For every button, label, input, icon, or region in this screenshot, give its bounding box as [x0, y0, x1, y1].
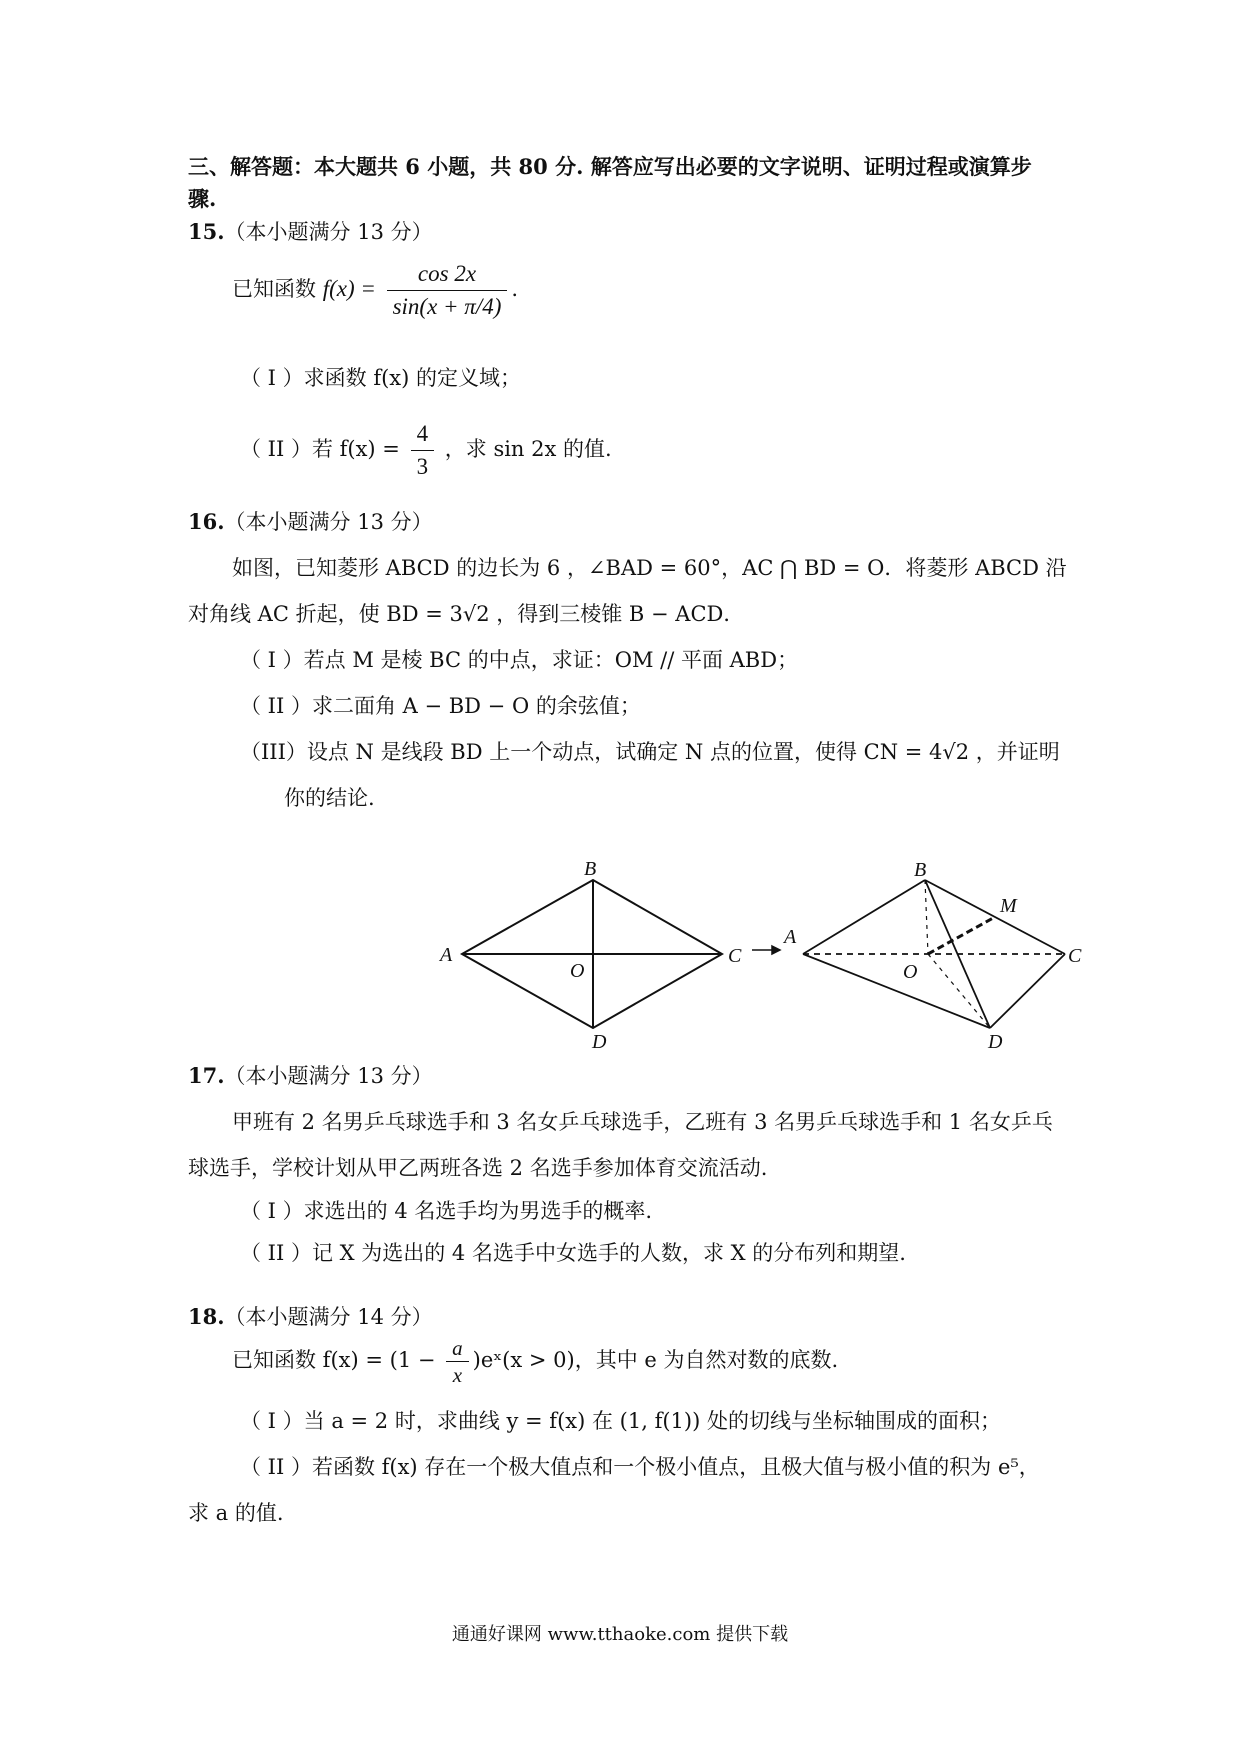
- q17-header: [188, 1061, 433, 1091]
- q18-points: （本小题满分 14 分）: [224, 1305, 433, 1329]
- q18-number: 18.: [188, 1304, 225, 1329]
- q17-text-line1: 甲班有 2 名男乒乓球选手和 3 名女乒乓球选手，乙班有 3 名男乒乓球选手和 1 名女乒乓: [232, 1110, 1053, 1134]
- label-c2: C: [1068, 945, 1082, 967]
- segment-bo-hidden: [925, 880, 928, 954]
- q17-part2: （ II ）记 X 为选出的 4 名选手中女选手的人数，求 X 的分布列和期望.: [240, 1241, 906, 1265]
- q18-part1: （ I ）当 a = 2 时，求曲线 y = f(x) 在 (1, f(1)) 处的切线与坐标轴围成的面积；: [240, 1409, 1001, 1433]
- q16-text-line1: 如图，已知菱形 ABCD 的边长为 6 ，∠BAD = 60°，AC ⋂ BD = O．将菱形 ABCD 沿: [232, 556, 1067, 580]
- q15-part2-prefix: （ II ）若 f(x) =: [240, 437, 400, 461]
- label-a1: A: [440, 944, 453, 966]
- q18-part2-line1: （ II ）若函数 f(x) 存在一个极大值点和一个极小值点，且极大值与极小值的积为 e⁵，: [240, 1455, 1040, 1479]
- q16-points: （本小题满分 13 分）: [224, 510, 433, 534]
- q18-intro-tail: )eˣ(x > 0)，其中 e 为自然对数的底数.: [472, 1348, 839, 1372]
- section-heading-line1: 三、解答题：本大题共 6 小题，共 80 分. 解答应写出必要的文字说明、证明过程或演算步: [188, 154, 1032, 179]
- label-d2: D: [988, 1031, 1003, 1053]
- q18-function-definition: [232, 1335, 838, 1388]
- label-o2: O: [903, 961, 918, 983]
- q15-func-lhs: f(x) =: [322, 276, 376, 301]
- q15-intro: 已知函数: [232, 277, 316, 301]
- q16-part3-line1: （III）设点 N 是线段 BD 上一个动点，试确定 N 点的位置，使得 CN = 4√2 ，并证明: [240, 740, 1060, 764]
- pyramid-figure: [803, 880, 1065, 1028]
- q15-points: （本小题满分 13 分）: [224, 220, 433, 244]
- label-b1: B: [584, 858, 597, 880]
- q16-number: 16.: [188, 509, 225, 534]
- q18-fraction: [446, 1335, 469, 1388]
- q18-frac-den: x: [452, 1363, 463, 1387]
- q16-text-line2: 对角线 AC 折起，使 BD = 3√2 ，得到三棱锥 B − ACD．: [188, 602, 745, 626]
- segment-od-hidden: [928, 954, 990, 1028]
- edge-cd: [990, 954, 1065, 1028]
- q15-denominator: sin(x + π/4): [392, 294, 502, 319]
- q16-part1: （ I ）若点 M 是棱 BC 的中点，求证：OM // 平面 ABD；: [240, 648, 799, 672]
- section-heading-line2: 骤.: [188, 186, 217, 211]
- label-o1: O: [570, 960, 585, 982]
- footer-source: 通通好课网 www.tthaoke.com 提供下载: [451, 1624, 789, 1645]
- label-d1: D: [592, 1031, 607, 1053]
- edge-ab: [803, 880, 925, 954]
- q15-part2-den: 3: [416, 454, 429, 479]
- q18-part2-line2: 求 a 的值.: [188, 1501, 284, 1525]
- q17-number: 17.: [188, 1063, 225, 1088]
- q15-function-definition: 已知函数 f(x) = $\frac{\cos 2x}{\sin(x + \pi/4)}$ .: [232, 258, 518, 323]
- label-a2: A: [784, 926, 797, 948]
- q15-number: 15.: [188, 219, 225, 244]
- q17-part1: （ I ）求选出的 4 名选手均为男选手的概率.: [240, 1199, 653, 1223]
- q15-part2-num: 4: [411, 418, 435, 451]
- q18-frac-num: a: [446, 1335, 469, 1362]
- arrow-icon: [752, 946, 780, 954]
- q15-numerator: cos 2x: [387, 258, 508, 291]
- q17-text-line2: 球选手，学校计划从甲乙两班各选 2 名选手参加体育交流活动.: [188, 1156, 768, 1180]
- edge-bc: [925, 880, 1065, 954]
- segment-om-hidden: [928, 917, 995, 954]
- q15-part2-suffix: ，求 sin 2x 的值.: [444, 437, 612, 461]
- label-c1: C: [728, 945, 742, 967]
- label-b2: B: [914, 859, 927, 881]
- q16-part3-line2: 你的结论.: [284, 786, 375, 810]
- q16-part2: （ II ）求二面角 A − BD − O 的余弦值；: [240, 694, 641, 718]
- rhombus-figure: [462, 880, 722, 1028]
- q17-points: （本小题满分 13 分）: [224, 1064, 433, 1088]
- q15-part1: （ I ）求函数 f(x) 的定义域；: [240, 366, 521, 390]
- q18-intro: 已知函数 f(x) = (1 −: [232, 1348, 436, 1372]
- q18-header: [188, 1302, 433, 1332]
- label-m2: M: [1000, 895, 1017, 917]
